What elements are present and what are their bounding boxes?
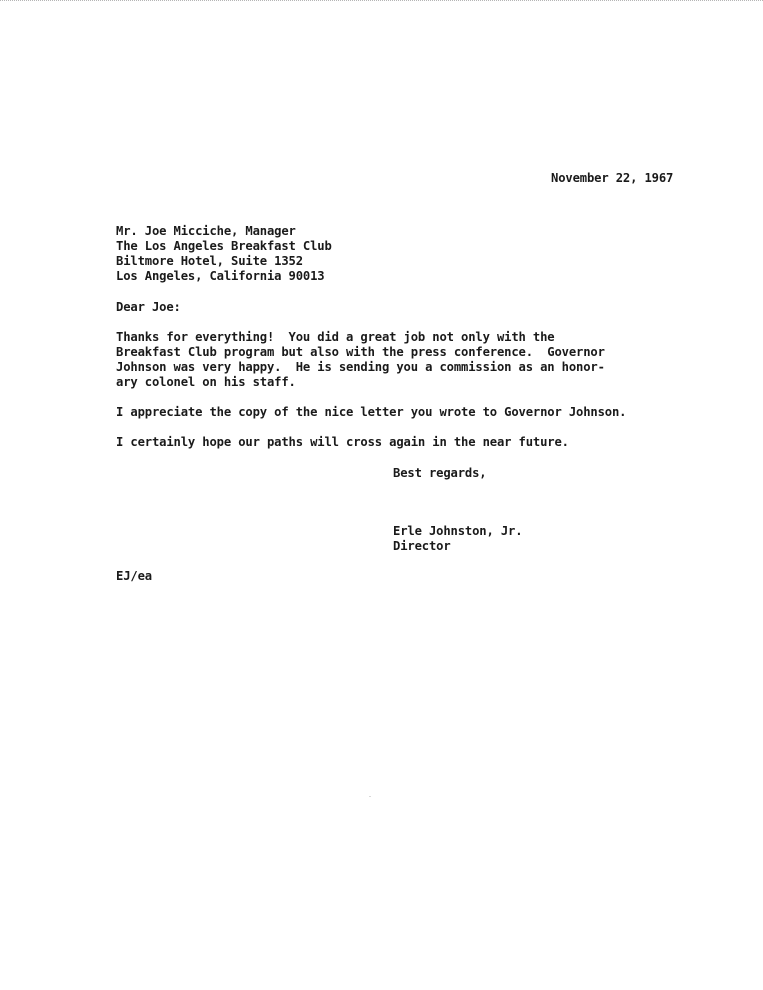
recipient-line: Los Angeles, California 90013 xyxy=(116,269,325,283)
body-line: Thanks for everything! You did a great job not only with the xyxy=(116,330,555,344)
signer-title: Director xyxy=(393,539,451,553)
body-line: Breakfast Club program but also with the press conference. Governor xyxy=(116,345,605,359)
typist-initials: EJ/ea xyxy=(116,569,152,583)
recipient-line: Biltmore Hotel, Suite 1352 xyxy=(116,254,303,268)
body-line: I certainly hope our paths will cross again in the near future. xyxy=(116,435,569,449)
closing: Best regards, xyxy=(393,466,487,480)
body-line: ary colonel on his staff. xyxy=(116,375,296,389)
paper-speck xyxy=(369,796,371,797)
body-line: I appreciate the copy of the nice letter you wrote to Governor Johnson. xyxy=(116,405,627,419)
recipient-line: The Los Angeles Breakfast Club xyxy=(116,239,332,253)
letter-date: November 22, 1967 xyxy=(551,171,674,185)
body-line: Johnson was very happy. He is sending you a commission as an honor- xyxy=(116,360,605,374)
recipient-line: Mr. Joe Micciche, Manager xyxy=(116,224,296,238)
signer-name: Erle Johnston, Jr. xyxy=(393,524,523,538)
salutation: Dear Joe: xyxy=(116,300,181,314)
